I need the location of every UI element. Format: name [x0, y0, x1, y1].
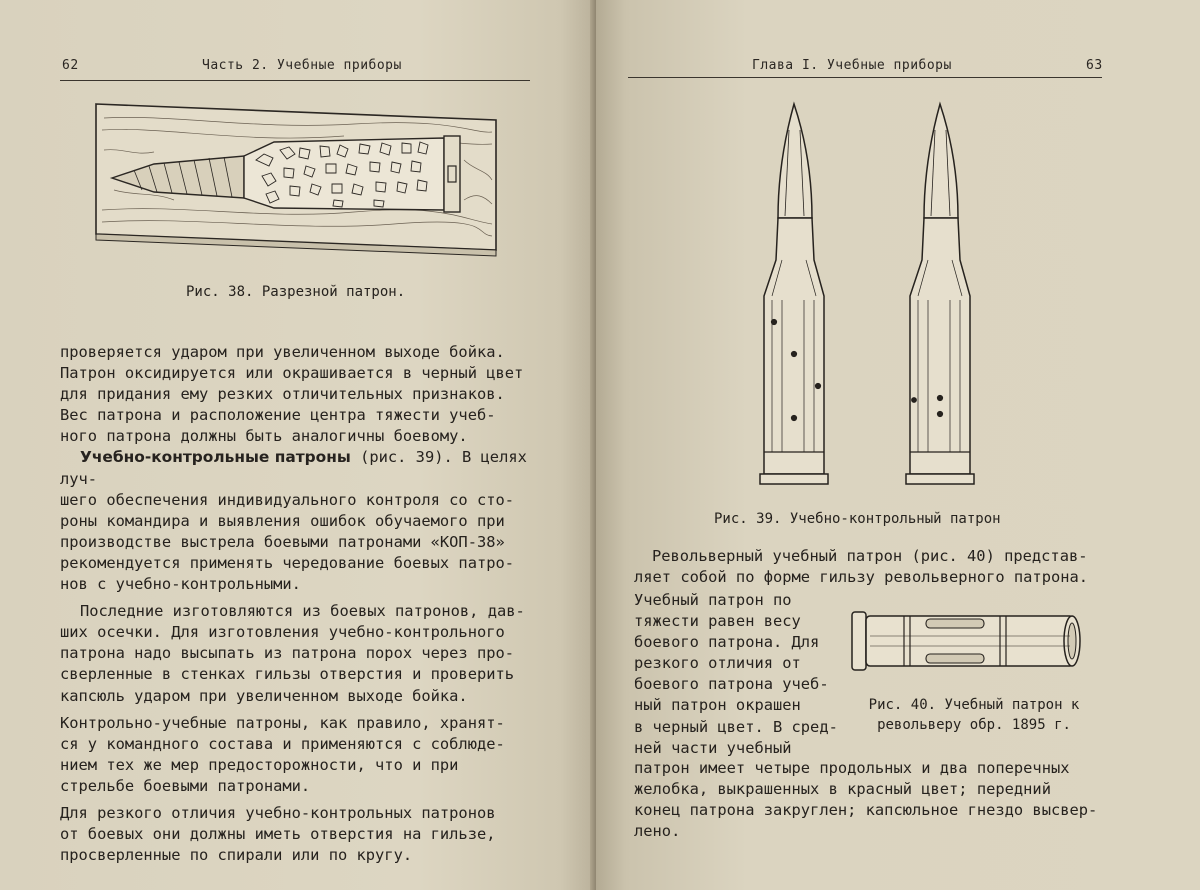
text-line: сверленные в стенках гильзы отверстия и проверить: [60, 665, 515, 684]
text-line: боевого патрона учеб-: [634, 675, 829, 694]
text-line: шего обеспечения индивидуального контроля со сто-: [60, 490, 515, 509]
text-line: стрельбе боевыми патронами.: [60, 776, 311, 795]
text-line: Патрон оксидируется или окрашивается в черный цвет: [60, 364, 524, 383]
figure-39-cartridges: [756, 100, 986, 492]
text-line: ся у командного состава и применяются с соблюде-: [60, 734, 505, 753]
text-line: производстве выстрела боевыми патронами «КОП-38»: [60, 532, 505, 551]
figure-39-caption: Рис. 39. Учебно-контрольный патрон: [714, 511, 1001, 527]
section-first-line: [60, 447, 540, 489]
left-body-text: [60, 342, 540, 866]
text-line: рекомендуется применять чередование боевых патро-: [60, 553, 515, 572]
text-line: конец патрона закруглен; капсюльное гнездо высвер-: [634, 801, 1098, 820]
figure-40-caption: [854, 695, 1094, 735]
section-heading: Учебно-контрольные патроны: [80, 448, 351, 467]
text-line: ших осечки. Для изготовления учебно-контрольного: [60, 623, 505, 642]
text-line: ней части учебный: [634, 738, 792, 757]
figure-40-revolver-cartridge: [850, 606, 1082, 678]
text-line: тяжести равен весу: [634, 612, 801, 631]
text-line: ляет собой по форме гильзу револьверного патрона.: [634, 568, 1089, 587]
text-line: резкого отличия от: [634, 654, 801, 673]
header-rule: [60, 80, 530, 81]
cartridge-right: [906, 104, 974, 484]
left-page: [0, 0, 596, 890]
text-line: Вес патрона и расположение центра тяжести учеб-: [60, 406, 496, 425]
text-line: патрона надо высыпать из патрона порох через про-: [60, 644, 515, 663]
right-wrap-text: [634, 590, 844, 759]
text-line: Учебный патрон по: [634, 591, 792, 609]
text-line: нов с учебно-контрольными.: [60, 575, 301, 594]
text-line: для придания ему резких отличительных признаков.: [60, 385, 505, 404]
text-line: лено.: [634, 822, 681, 841]
text-line: в черный цвет. В сред-: [634, 717, 838, 736]
right-paragraph-1: [634, 546, 1114, 588]
figure-38-cutaway-cartridge: [94, 100, 514, 260]
caption-line: Рис. 40. Учебный патрон к: [868, 697, 1080, 713]
running-head: Часть 2. Учебные приборы: [202, 58, 402, 73]
text-line: нием тех же мер предосторожности, что и при: [60, 755, 459, 774]
header-rule: [628, 77, 1102, 78]
text-line: боевого патрона. Для: [634, 633, 820, 652]
text-line: Для резкого отличия учебно-контрольных патронов: [60, 803, 496, 822]
right-final-paragraph: [634, 758, 1134, 842]
text-line: Последние изготовляются из боевых патронов, дав-: [80, 602, 525, 621]
page-number: 62: [62, 58, 79, 73]
text-line: ного патрона должны быть аналогичны боевому.: [60, 427, 468, 446]
text-line: желобка, выкрашенных в красный цвет; передний: [634, 780, 1051, 799]
text-line: Револьверный учебный патрон (рис. 40) представ-: [652, 547, 1088, 565]
cartridge-left: [760, 104, 828, 484]
text-line: ный патрон окрашен: [634, 696, 801, 715]
text-line: от боевых они должны иметь отверстия на гильзе,: [60, 825, 496, 844]
text-line: роны командира и выявления ошибок обучаемого при: [60, 511, 505, 530]
text-line: Контрольно-учебные патроны, как правило, хранят-: [60, 713, 505, 732]
text-line: проверяется ударом при увеличенном выходе бойка.: [60, 343, 505, 361]
figure-38-caption: Рис. 38. Разрезной патрон.: [186, 284, 406, 300]
text-line: (рис. 39). В целях луч-: [60, 448, 527, 488]
page-number: 63: [1086, 58, 1103, 73]
text-line: просверленные по спирали или по кругу.: [60, 846, 413, 865]
text-line: капсюль ударом при увеличенном выходе бойка.: [60, 686, 468, 705]
right-page: [596, 0, 1200, 890]
running-head: Глава I. Учебные приборы: [752, 58, 952, 73]
text-line: патрон имеет четыре продольных и два поперечных: [634, 759, 1070, 777]
caption-line: револьверу обр. 1895 г.: [877, 717, 1071, 733]
